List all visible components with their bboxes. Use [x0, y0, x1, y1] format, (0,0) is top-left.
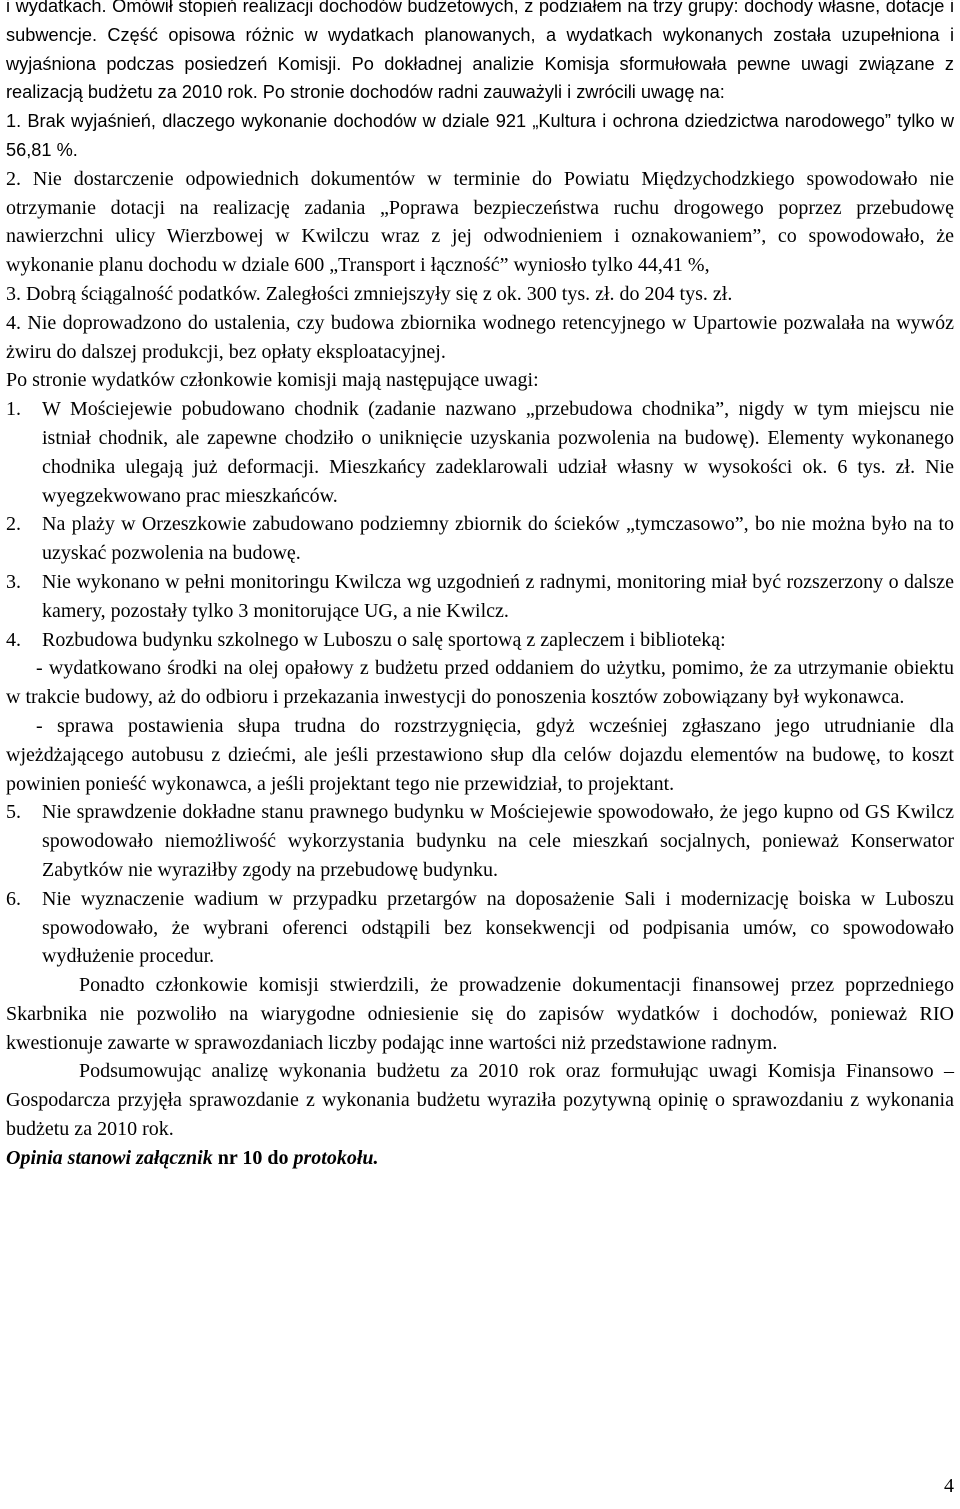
list-item-number: 3.: [6, 570, 21, 593]
dash-item-pole: - sprawa postawienia słupa trudna do rozstrzygnięcia, gdyż wcześniej zgłaszano jego utrudnianie dla wjeżdżającego autobusu z dziećmi, ale jeśli przestawiono słup dla celów dojazdu elementów na budowę, to koszt powinien ponieść wykonawca, a jeśli projektant tego nie przewidział, to projektant.: [6, 714, 954, 795]
list-item-text: W Mościejewie pobudowano chodnik (zadanie nazwano „przebudowa chodnika”, nigdy w tym miejscu nie istniał chodnik, ale zapewne chodziło o uniknięcie uzyskania pozwolenia na budowę). Elementy wykonanego chodnika ulegają już deformacji. Mieszkańcy zadeklarowali udział własny w wysokości ok. 6 tys. zł. Nie wyegzekwowano prac mieszkańców.: [42, 398, 954, 507]
list-item: [6, 568, 954, 626]
list-item-number: 2.: [6, 513, 21, 536]
list-item-number: 5.: [6, 801, 21, 824]
income-item-3: 3. Dobrą ściągalność podatków. Zaległości zmniejszyły się z ok. 300 tys. zł. do 204 tys. zł.: [6, 282, 733, 305]
list-item-number: 4.: [6, 628, 21, 651]
list-item: [6, 510, 954, 568]
income-item-2: 2. Nie dostarczenie odpowiednich dokumentów w terminie do Powiatu Międzychodzkiego spowodowało nie otrzymanie dotacji na realizację zadania „Poprawa bezpieczeństwa ruchu drogowego poprzez przebudowę nawierzchni ulicy Wierzbowej w Kwilczu wraz z jej odwodnieniem i oznakowaniem”, co spowodowało, że wykonanie planu dochodu w dziale 600 „Transport i łączność” wyniosło tylko 44,41 %,: [6, 167, 954, 277]
attachment-note-part1: Opinia stanowi załącznik: [6, 1146, 213, 1169]
list-item-text: Nie sprawdzenie dokładne stanu prawnego budynku w Mościejewie spowodowało, że jego kupno od GS Kwilcz spowodowało niemożliwość wykorzystania budynku na cele mieszkań socjalnych, ponieważ Konserwator Zabytków nie wyraziłby zgody na przebudowę budynku.: [42, 801, 954, 881]
income-item-4: 4. Nie doprowadzono do ustalenia, czy budowa zbiornika wodnego retencyjnego w Upartowie pozwalała na wywóz żwiru do dalszej produkcji, bez opłaty eksploatacyjnej.: [6, 311, 954, 363]
list-item: [6, 395, 954, 510]
list-item-text: Na plaży w Orzeszkowie zabudowano podziemny zbiornik do ścieków „tymczasowo”, bo nie można było na to uzyskać pozwolenia na budowę.: [42, 513, 954, 565]
list-item-text: Rozbudowa budynku szkolnego w Luboszu o salę sportową z zapleczem i biblioteką:: [42, 628, 726, 651]
list-item: [6, 626, 954, 655]
list-item-text: Nie wyznaczenie wadium w przypadku przetargów na doposażenie Sali i modernizację boiska w Luboszu spowodowało, że wybrani oferenci odstąpili bez konsekwencji od podpisania umów, co spowodowało wydłużenie procedur.: [42, 887, 954, 968]
attachment-note-part2: nr 10 do: [212, 1146, 294, 1169]
dash-item-fuel: - wydatkowano środki na olej opałowy z budżetu przed oddaniem do użytku, pomimo, że za utrzymanie obiektu w trakcie budowy, aż do odbioru i przekazania inwestycji do ponoszenia kosztów zobowiązany był wykonawca.: [6, 657, 954, 709]
list-item-number: 6.: [6, 887, 21, 910]
expense-list-continued: [6, 798, 954, 971]
income-item-1: 1. Brak wyjaśnień, dlaczego wykonanie dochodów w dziale 921 „Kultura i ochrona dziedzictwa narodowego” tylko w 56,81 %.: [6, 111, 954, 160]
paragraph-summary: Podsumowując analizę wykonania budżetu za 2010 rok oraz formułując uwagi Komisja Finansowo – Gospodarcza przyjęła sprawozdanie z wykonania budżetu wyraziła pozytywną opinię o sprawozdaniu z wykonania budżetu za 2010 rok.: [6, 1060, 954, 1141]
attachment-note-part3: protokołu.: [293, 1146, 379, 1169]
list-item-text: Nie wykonano w pełni monitoringu Kwilcza wg uzgodnień z radnymi, monitoring miał być rozszerzony o dalsze kamery, pozostały tylko 3 monitorujące UG, a nie Kwilcz.: [42, 570, 954, 622]
list-item-number: 1.: [6, 398, 21, 421]
attachment-note: [6, 1144, 954, 1173]
document-page: [6, 0, 954, 1173]
paragraph-rio: Ponadto członkowie komisji stwierdzili, że prowadzenie dokumentacji finansowej przez poprzedniego Skarbnika nie pozwoliło na wiarygodne odniesienie się do zapisów wydatków i dochodów, ponieważ RIO kwestionuje zawarte w sprawozdaniach liczby podając inne wartości niż przedstawione radnym.: [6, 974, 954, 1054]
list-item: [6, 798, 954, 884]
page-number: 4: [944, 1475, 954, 1497]
list-item: [6, 885, 954, 971]
intro-paragraph: i wydatkach. Omówił stopień realizacji dochodów budżetowych, z podziałem na trzy grupy: dochody własne, dotacje i subwencje. Część opisowa różnic w wydatkach planowanych, a wydatkach wykonanych została uzupełniona i wyjaśniona podczas posiedzeń Komisji. Po dokładnej analizie Komisja sformułowała pewne uwagi związane z realizacją budżetu za 2010 rok. Po stronie dochodów radni zauważyli i zwrócili uwagę na:: [6, 0, 954, 103]
expenses-intro: Po stronie wydatków członkowie komisji mają następujące uwagi:: [6, 369, 539, 392]
expense-list: [6, 395, 954, 654]
